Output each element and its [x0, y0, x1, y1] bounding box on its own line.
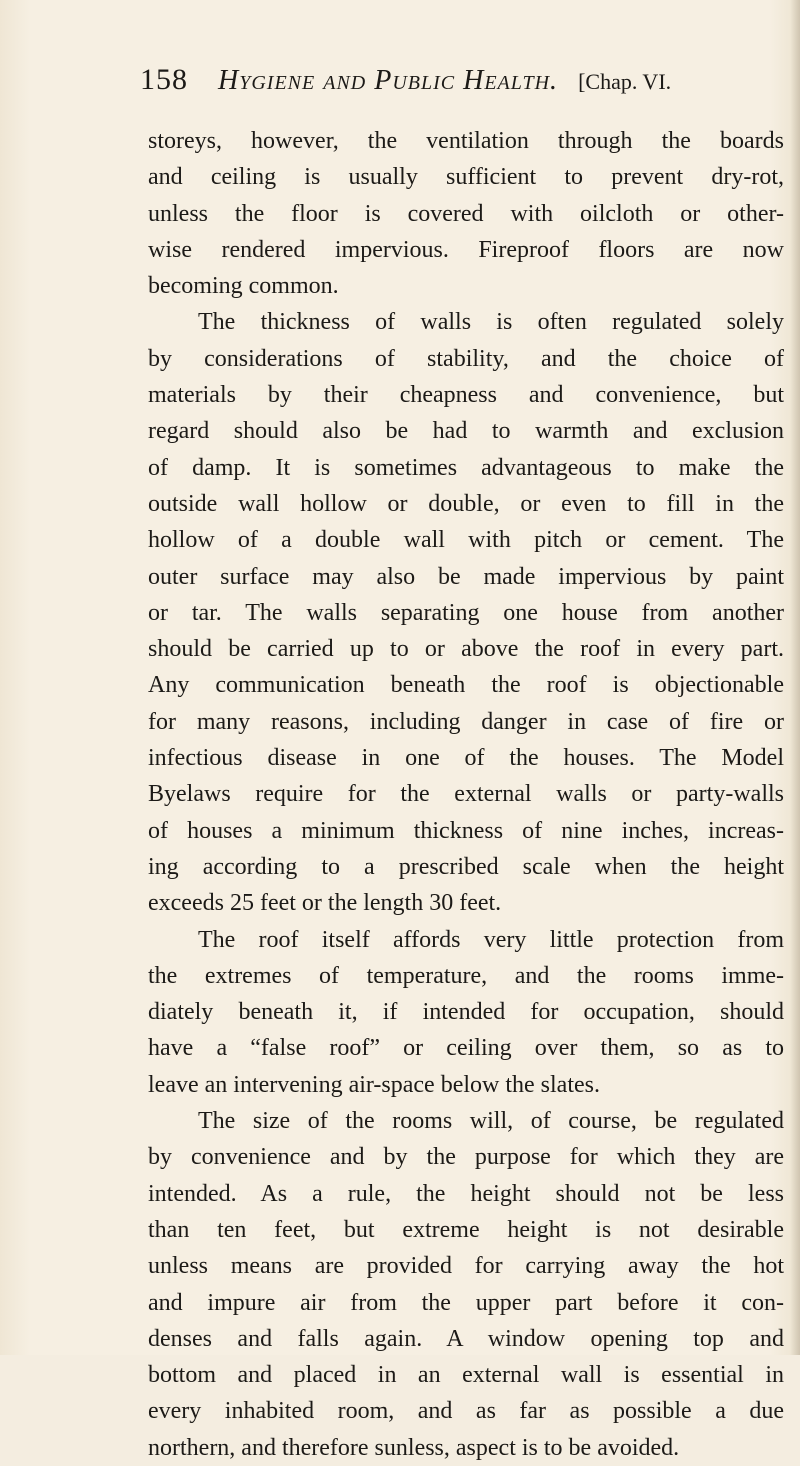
text-line: of houses a minimum thickness of nine inches, increas- — [148, 817, 784, 844]
book-title: Hygiene and Public Health. — [218, 65, 559, 96]
text-line: leave an intervening air-space below the slates. — [148, 1071, 600, 1098]
text-line: unless the floor is covered with oilcloth or other- — [148, 200, 784, 227]
paragraph-first-line: The thickness of walls is often regulated solely — [198, 309, 784, 336]
text-line: and impure air from the upper part before it con- — [148, 1289, 784, 1316]
text-line: bottom and placed in an external wall is essential in — [148, 1362, 784, 1389]
text-line: diately beneath it, if intended for occupation, should — [148, 999, 784, 1026]
text-line: unless means are provided for carrying away the hot — [148, 1253, 784, 1280]
text-line: infectious disease in one of the houses. The Model — [148, 745, 784, 772]
running-head — [140, 60, 780, 100]
page-number: 158 — [140, 63, 188, 96]
text-line: of damp. It is sometimes advantageous to make the — [148, 454, 784, 481]
text-line: intended. As a rule, the height should not be less — [148, 1180, 784, 1207]
text-line: the extremes of temperature, and the rooms imme- — [148, 962, 784, 989]
text-line: than ten feet, but extreme height is not desirable — [148, 1216, 784, 1243]
text-line: by considerations of stability, and the choice of — [148, 345, 784, 372]
paragraph-first-line: The size of the rooms will, of course, be regulated — [198, 1108, 784, 1135]
text-line: ing according to a prescribed scale when the height — [148, 853, 784, 880]
text-line: have a “false roof” or ceiling over them, so as to — [148, 1035, 784, 1062]
paragraph-first-line: The roof itself affords very little protection from — [198, 926, 784, 953]
text-line: storeys, however, the ventilation through the boards — [148, 128, 784, 154]
text-line: becoming common. — [148, 273, 339, 300]
text-line: every inhabited room, and as far as possible a due — [148, 1398, 784, 1425]
text-line: for many reasons, including danger in case of fire or — [148, 708, 784, 735]
text-line: outside wall hollow or double, or even to fill in the — [148, 490, 784, 517]
text-line: exceeds 25 feet or the length 30 feet. — [148, 890, 502, 917]
text-line: northern, and therefore sunless, aspect is to be avoided. — [148, 1434, 680, 1461]
text-line: by convenience and by the purpose for which they are — [148, 1144, 784, 1171]
text-line: regard should also be had to warmth and exclusion — [148, 418, 784, 445]
text-line: Any communication beneath the roof is objectionable — [148, 672, 784, 699]
chapter-label: [Chap. VI. — [578, 69, 672, 94]
text-line: and ceiling is usually sufficient to prevent dry-rot, — [148, 164, 784, 191]
text-line: should be carried up to or above the roof in every part. — [148, 636, 784, 663]
text-line: materials by their cheapness and convenience, but — [148, 382, 784, 409]
body-text — [148, 123, 784, 1466]
text-line: hollow of a double wall with pitch or cement. The — [148, 527, 784, 554]
text-line: outer surface may also be made impervious by paint — [148, 563, 784, 590]
text-line: wise rendered impervious. Fireproof floors are now — [148, 236, 784, 263]
text-line: or tar. The walls separating one house from another — [148, 599, 784, 626]
text-line: denses and falls again. A window opening top and — [148, 1325, 784, 1352]
text-line: Byelaws require for the external walls or party-walls — [148, 781, 784, 808]
page-edge-shadow — [790, 0, 800, 1355]
